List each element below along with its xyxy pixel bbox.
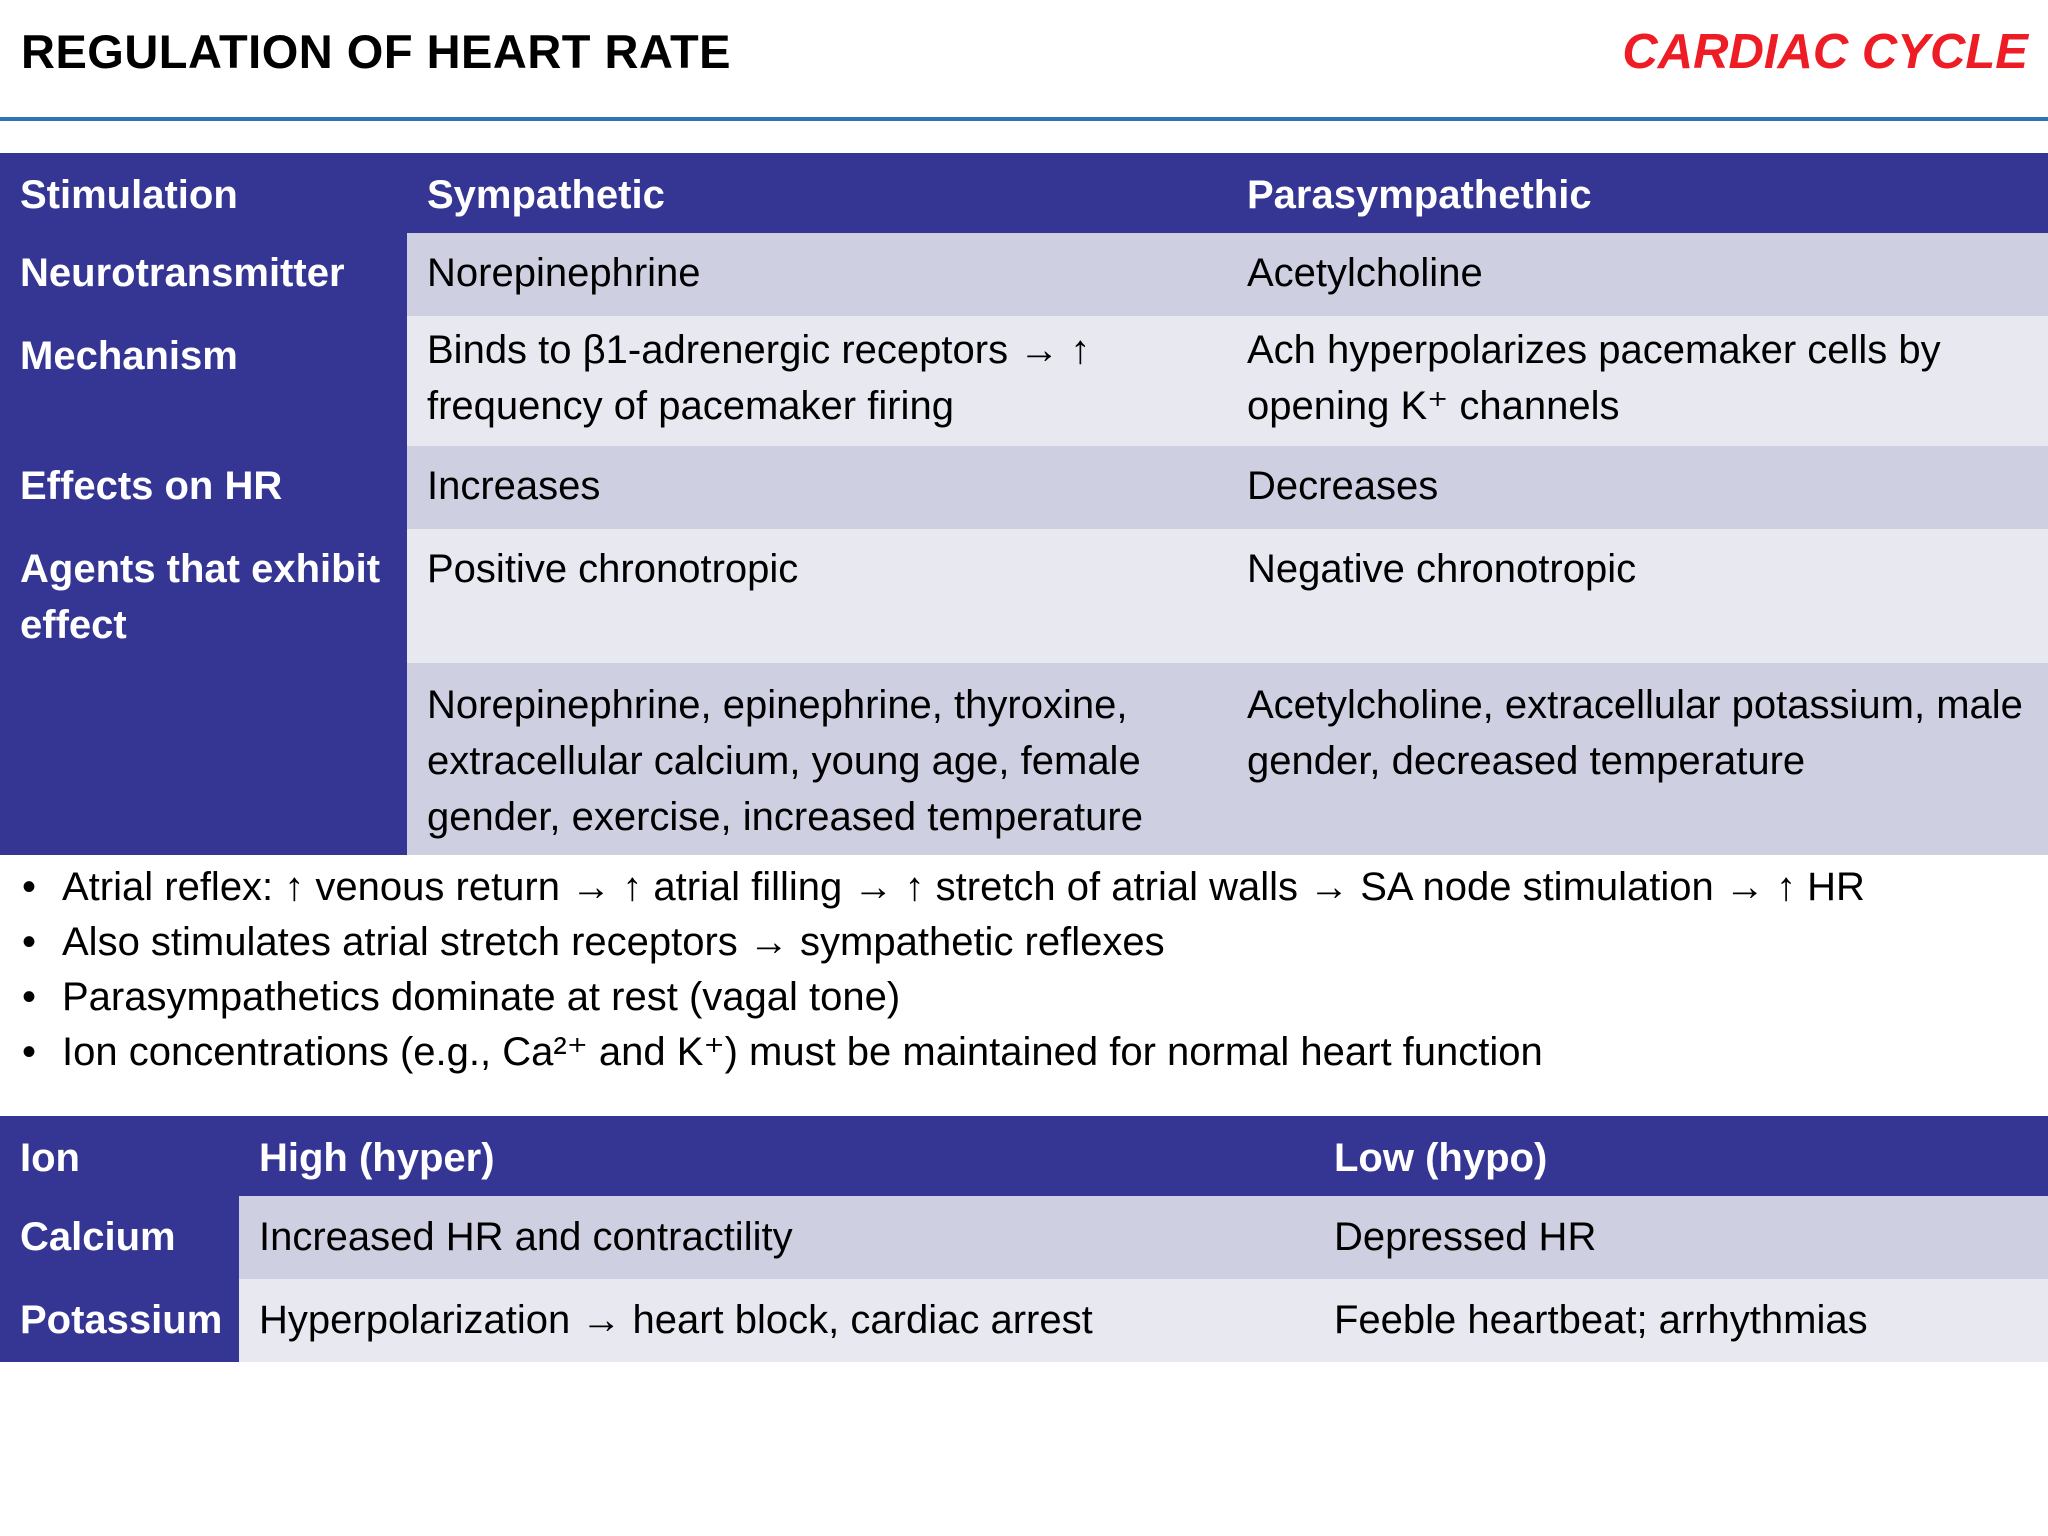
low-cell: Feeble heartbeat; arrhythmias bbox=[1314, 1279, 2048, 1362]
list-item: • Ion concentrations (e.g., Ca²⁺ and K⁺) must be maintained for normal heart function bbox=[0, 1025, 2048, 1080]
sympathetic-cell: Positive chronotropic bbox=[407, 529, 1227, 663]
table-row bbox=[0, 1279, 2048, 1362]
parasympathetic-cell: Acetylcholine, extracellular potassium, male gender, decreased temperature bbox=[1227, 663, 2048, 855]
table-row bbox=[0, 446, 2048, 529]
list-item: • Parasympathetics dominate at rest (vagal tone) bbox=[0, 970, 2048, 1025]
sympathetic-cell: Binds to β1-adrenergic receptors → ↑ frequency of pacemaker firing bbox=[407, 316, 1227, 446]
low-cell: Depressed HR bbox=[1314, 1196, 2048, 1279]
header-cell-stimulation: Stimulation bbox=[0, 153, 407, 233]
ion-label: Potassium bbox=[0, 1279, 239, 1362]
sympathetic-cell: Norepinephrine bbox=[407, 233, 1227, 316]
stimulation-table bbox=[0, 153, 2048, 855]
parasympathetic-cell: Acetylcholine bbox=[1227, 233, 2048, 316]
parasympathetic-cell: Ach hyperpolarizes pacemaker cells by opening K⁺ channels bbox=[1227, 316, 2048, 446]
header-divider bbox=[0, 117, 2048, 121]
ion-table bbox=[0, 1116, 2048, 1362]
header-cell-parasympathetic: Parasympathethic bbox=[1227, 153, 2048, 233]
table-row bbox=[0, 663, 2048, 855]
header-cell-low: Low (hypo) bbox=[1314, 1116, 2048, 1196]
table-row bbox=[0, 529, 2048, 663]
header-cell-ion: Ion bbox=[0, 1116, 239, 1196]
parasympathetic-cell: Decreases bbox=[1227, 446, 2048, 529]
high-cell: Increased HR and contractility bbox=[239, 1196, 1314, 1279]
header-cell-high: High (hyper) bbox=[239, 1116, 1314, 1196]
section-label: CARDIAC CYCLE bbox=[1622, 25, 2028, 79]
row-label: Effects on HR bbox=[0, 446, 407, 529]
table-row bbox=[0, 233, 2048, 316]
table-header-row bbox=[0, 1116, 2048, 1196]
parasympathetic-cell: Negative chronotropic bbox=[1227, 529, 2048, 663]
row-label: Agents that exhibit effect bbox=[0, 529, 407, 663]
table-header-row bbox=[0, 153, 2048, 233]
table-row bbox=[0, 1196, 2048, 1279]
list-item: • Also stimulates atrial stretch receptors → sympathetic reflexes bbox=[0, 915, 2048, 970]
table-row bbox=[0, 316, 2048, 446]
row-label: Mechanism bbox=[0, 316, 407, 446]
sympathetic-cell: Increases bbox=[407, 446, 1227, 529]
bullet-list bbox=[0, 860, 2048, 1116]
row-label: Neurotransmitter bbox=[0, 233, 407, 316]
header-cell-sympathetic: Sympathetic bbox=[407, 153, 1227, 233]
sympathetic-cell: Norepinephrine, epinephrine, thyroxine, extracellular calcium, young age, female gender, exercise, increased temperature bbox=[407, 663, 1227, 855]
list-item: • Atrial reflex: ↑ venous return → ↑ atrial filling → ↑ stretch of atrial walls → SA node stimulation → ↑ HR bbox=[0, 860, 2048, 915]
high-cell: Hyperpolarization → heart block, cardiac arrest bbox=[239, 1279, 1314, 1362]
slide-title: REGULATION OF HEART RATE bbox=[21, 25, 732, 78]
ion-label: Calcium bbox=[0, 1196, 239, 1279]
row-label bbox=[0, 663, 407, 855]
